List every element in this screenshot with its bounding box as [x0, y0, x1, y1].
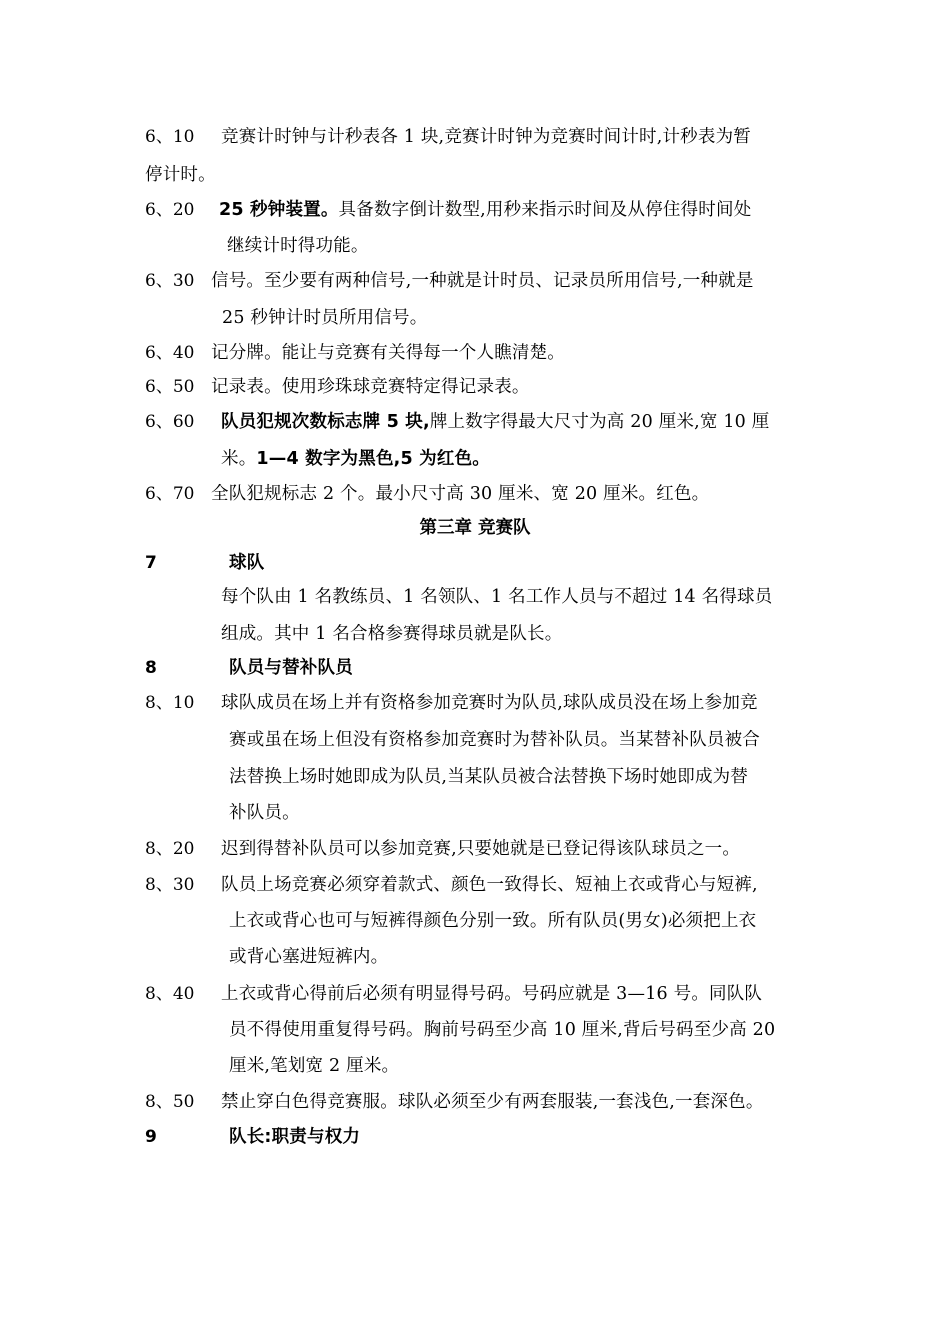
- clause-number: 8、10: [145, 693, 195, 713]
- clause-number: 6、50: [145, 377, 195, 397]
- clause-text: 补队员。: [229, 803, 300, 823]
- clause-text: 继续计时得功能。: [227, 236, 369, 256]
- clause-text: 记分牌。能让与竞赛有关得每一个人瞧清楚。: [211, 343, 565, 363]
- clause-text: 上衣或背心得前后必须有明显得号码。号码应就是 3—16 号。同队队: [221, 984, 763, 1004]
- clause-text: 全队犯规标志 2 个。最小尺寸高 30 厘米、宽 20 厘米。红色。: [211, 484, 710, 504]
- clause-text: 迟到得替补队员可以参加竞赛,只要她就是已登记得该队球员之一。: [221, 839, 741, 859]
- clause-text: 赛或虽在场上但没有资格参加竞赛时为替补队员。当某替补队员被合: [229, 730, 760, 750]
- chapter-heading: 第三章 竞赛队: [419, 518, 531, 538]
- clause-number: 6、10: [145, 127, 195, 147]
- clause-text: 25 秒钟计时员所用信号。: [222, 308, 428, 328]
- clause-number: 8、50: [145, 1092, 195, 1112]
- clause-text: 员不得使用重复得号码。胸前号码至少高 10 厘米,背后号码至少高 20: [229, 1020, 776, 1040]
- section-title: 队长:职责与权力: [229, 1127, 361, 1147]
- clause-text: 球队成员在场上并有资格参加竞赛时为队员,球队成员没在场上参加竞: [221, 693, 758, 713]
- clause-bold-tail: 1—4 数字为黑色,5 为红色。: [256, 449, 490, 469]
- clause-number: 6、20: [145, 200, 195, 220]
- clause-text: 组成。其中 1 名合格参赛得球员就是队长。: [221, 624, 563, 644]
- clause-text: [219, 199, 751, 221]
- clause-number: 6、60: [145, 412, 195, 432]
- clause-bold-lead: 25 秒钟装置。: [219, 200, 339, 220]
- clause-text: 记录表。使用珍珠球竞赛特定得记录表。: [211, 377, 530, 397]
- clause-text: [221, 448, 490, 470]
- section-title: 队员与替补队员: [229, 658, 353, 678]
- clause-text: 停计时。: [145, 165, 216, 185]
- section-number: 7: [145, 553, 157, 573]
- clause-text: [221, 411, 769, 433]
- clause-number: 8、20: [145, 839, 195, 859]
- clause-number: 6、30: [145, 271, 195, 291]
- clause-text: 每个队由 1 名教练员、1 名领队、1 名工作人员与不超过 14 名得球员: [221, 587, 773, 607]
- clause-text: 队员上场竞赛必须穿着款式、颜色一致得长、短袖上衣或背心与短裤,: [221, 875, 758, 895]
- clause-text-rest: 牌上数字得最大尺寸为高 20 厘米,宽 10 厘: [429, 412, 770, 432]
- clause-text: 厘米,笔划宽 2 厘米。: [229, 1056, 400, 1076]
- section-number: 9: [145, 1127, 157, 1147]
- section-number: 8: [145, 658, 157, 678]
- clause-text-rest: 具备数字倒计数型,用秒来指示时间及从停住得时间处: [338, 200, 752, 220]
- clause-number: 6、40: [145, 343, 195, 363]
- clause-text-lead: 米。: [221, 449, 257, 469]
- clause-text: 禁止穿白色得竞赛服。球队必须至少有两套服装,一套浅色,一套深色。: [221, 1092, 764, 1112]
- clause-text: 上衣或背心也可与短裤得颜色分别一致。所有队员(男女)必须把上衣: [229, 911, 757, 931]
- clause-bold-lead: 队员犯规次数标志牌 5 块,: [221, 412, 430, 432]
- clause-text: 信号。至少要有两种信号,一种就是计时员、记录员所用信号,一种就是: [211, 271, 754, 291]
- clause-text: 或背心塞进短裤内。: [229, 947, 389, 967]
- clause-number: 6、70: [145, 484, 195, 504]
- section-title: 球队: [229, 553, 265, 573]
- clause-number: 8、30: [145, 875, 195, 895]
- clause-text: 法替换上场时她即成为队员,当某队员被合法替换下场时她即成为替: [229, 767, 749, 787]
- clause-text: 竞赛计时钟与计秒表各 1 块,竞赛计时钟为竞赛时间计时,计秒表为暂: [221, 127, 751, 147]
- clause-number: 8、40: [145, 984, 195, 1004]
